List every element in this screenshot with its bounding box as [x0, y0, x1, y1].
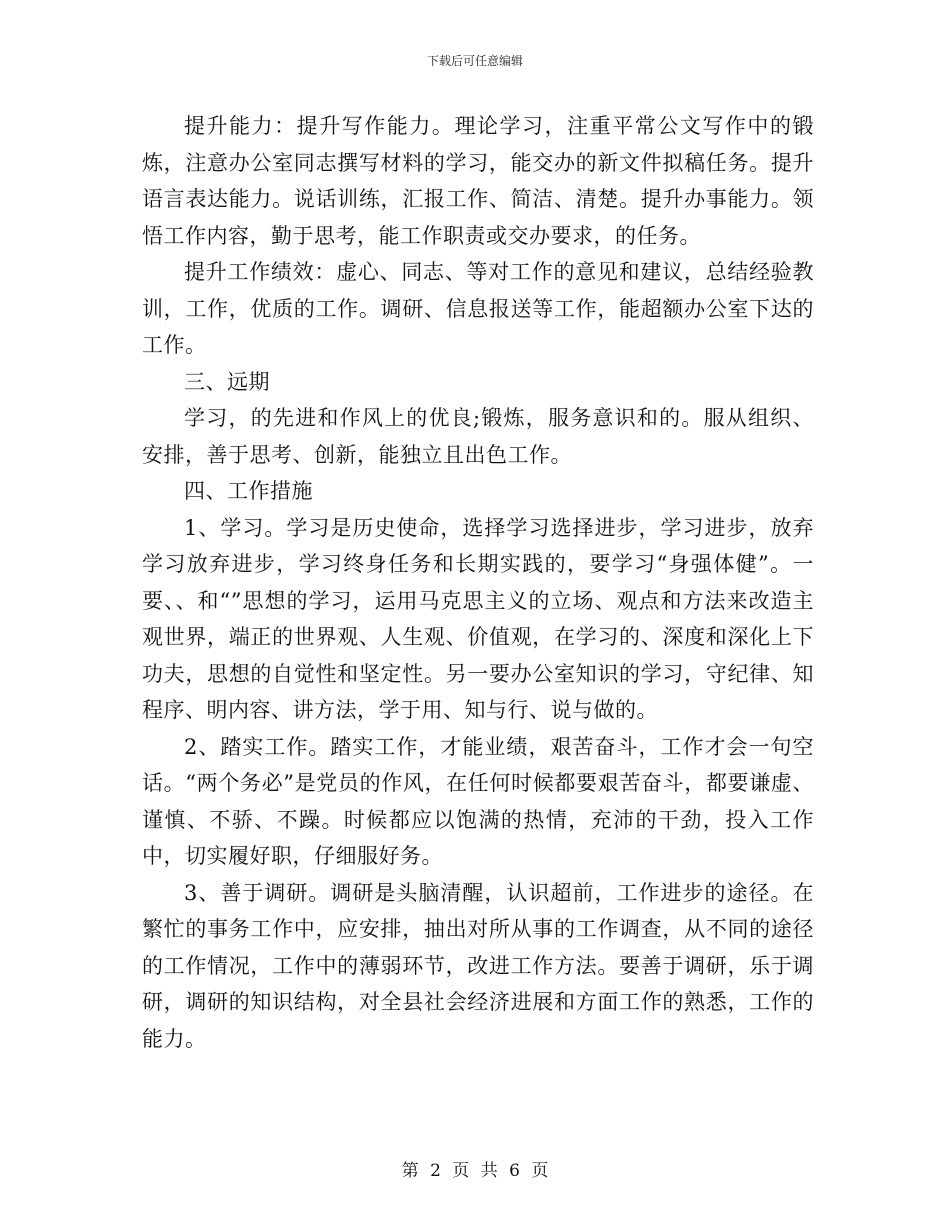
paragraph-measure-study: 1、学习。学习是历史使命，选择学习选择进步，学习进步，放弃学习放弃进步，学习终身任务和长期实践的，要学习“身强体健”。一要、、和“”思想的学习，运用马克思主义的立场、观点和方法来改造主观世界，端正的世界观、人生观、价值观，在学习的、深度和深化上下功夫，思想的自觉性和坚定性。另一要办公室知识的学习，守纪律、知程序、明内容、讲方法，学于用、知与行、说与做的。 [142, 515, 814, 722]
paragraph-long-term: 学习，的先进和作风上的优良;锻炼，服务意识和的。服从组织、安排，善于思考、创新，能独立且出色工作。 [142, 406, 814, 467]
page-header-note: 下载后可任意编辑 [426, 54, 523, 68]
document-body [142, 108, 814, 1057]
paragraph-measure-research: 3、善于调研。调研是头脑清醒，认识超前，工作进步的途径。在繁忙的事务工作中，应安排，抽出对所从事的工作调查，从不同的途径的工作情况，工作中的薄弱环节，改进工作方法。要善于调研，乐于调研，调研的知识结构，对全县社会经济进展和方面工作的熟悉，工作的能力。 [142, 880, 814, 1051]
page-number: 第 2 页 共 6 页 [401, 1161, 549, 1181]
section-heading-work-measures: 四、工作措施 [184, 479, 313, 503]
paragraph-measure-steady-work: 2、踏实工作。踏实工作，才能业绩，艰苦奋斗，工作才会一句空话。“两个务必”是党员的作风，在任何时候都要艰苦奋斗，都要谦虚、谨慎、不骄、不躁。时候都应以饱满的热情，充沛的干劲，投入工作中，切实履好职，仔细服好务。 [142, 734, 814, 868]
paragraph-improve-ability: 提升能力：提升写作能力。理论学习，注重平常公文写作中的锻炼，注意办公室同志撰写材料的学习，能交办的新文件拟稿任务。提升语言表达能力。说话训练，汇报工作、简洁、清楚。提升办事能力。领悟工作内容，勤于思考，能工作职责或交办要求，的任务。 [142, 114, 814, 248]
section-heading-long-term: 三、远期 [184, 369, 270, 394]
paragraph-improve-performance: 提升工作绩效：虚心、同志、等对工作的意见和建议，总结经验教训，工作，优质的工作。调研、信息报送等工作，能超额办公室下达的工作。 [142, 260, 814, 357]
